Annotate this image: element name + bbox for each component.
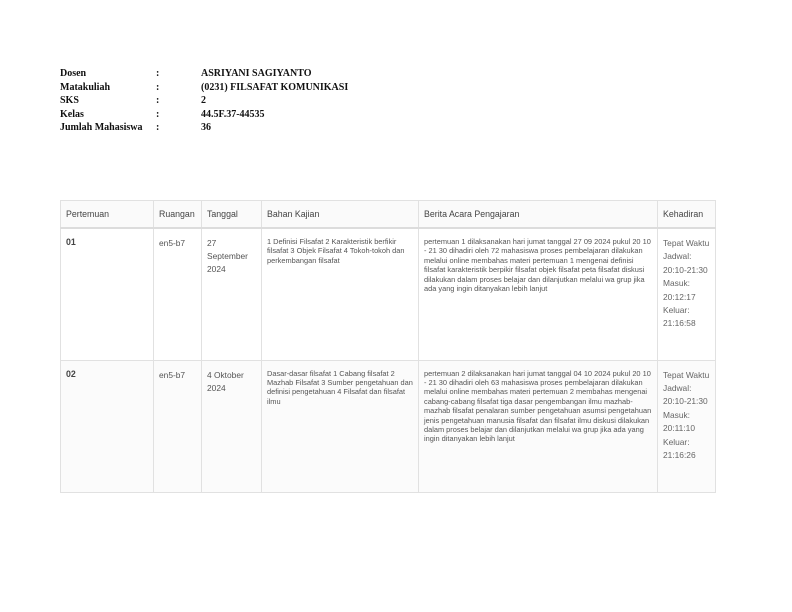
cell-bahan-kajian: 1 Definisi Filsafat 2 Karakteristik berfikir filsafat 3 Objek Filsafat 4 Tokoh-tokoh dan perkembangan filsafat: [262, 228, 419, 360]
cell-berita-acara: pertemuan 1 dilaksanakan hari jumat tanggal 27 09 2024 pukul 20 10 - 21 30 dihadiri oleh 72 mahasiswa proses pembelajaran dilakukan melalui online membahas materi pertemuan 1 mengenai definisi filsafat karakteristik berpikir filsafat objek filsafat peta filsafat diskusi dilakukan dalam proses belajar dan dilanjutkan melalui wa grup jika ada yang ingin ditanyakan lebih lanjut: [419, 228, 658, 360]
cell-kehadiran: [658, 228, 716, 360]
cell-pertemuan: 01: [61, 228, 154, 360]
cell-tanggal: 4 Oktober 2024: [202, 360, 262, 492]
col-header-ruangan: Ruangan: [154, 201, 202, 229]
cell-tanggal: 27 September 2024: [202, 228, 262, 360]
col-header-berita-acara: Berita Acara Pengajaran: [419, 201, 658, 229]
info-value-dosen: ASRIYANI SAGIYANTO: [201, 68, 312, 79]
col-header-kehadiran: Kehadiran: [658, 201, 716, 229]
info-row-sks: [60, 94, 348, 108]
info-colon: :: [156, 68, 160, 79]
col-header-bahan-kajian: Bahan Kajian: [262, 201, 419, 229]
info-value-matakuliah: (0231) FILSAFAT KOMUNIKASI: [201, 81, 349, 93]
table-header-row: [61, 201, 716, 229]
cell-pertemuan: 02: [61, 360, 154, 492]
info-value-jumlah-mahasiswa: 36: [201, 122, 211, 134]
info-row-matakuliah: [60, 81, 348, 95]
info-colon: :: [156, 108, 160, 120]
info-label: Kelas: [60, 108, 84, 120]
info-label: Dosen: [60, 68, 87, 79]
attendance-table: [60, 200, 716, 493]
info-row-kelas: [60, 108, 348, 122]
cell-bahan-kajian: Dasar-dasar filsafat 1 Cabang filsafat 2 Mazhab Filsafat 3 Sumber pengetahuan dan definisi pengetahuan 4 Filsafat dan filsafat ilmu: [262, 360, 419, 492]
cell-berita-acara: pertemuan 2 dilaksanakan hari jumat tanggal 04 10 2024 pukul 20 10 - 21 30 dihadiri oleh 63 mahasiswa proses pembelajaran dilakukan melalui online membahas materi pertemuan 2 membahas mengenai cabang-cabang filsafat tiga dasar pengembangan ilmu mazhab-mazhab filsafat penalaran sumber pengetahuan asumsi pengetahuan jenis pengetahuan manusia filsafat dan filsafat ilmu diskusi dilakukan dalam proses belajar dan dilanjutkan melalui wa grup jika ada yang ingin ditanyakan lebih lanjut: [419, 360, 658, 492]
cell-kehadiran: [658, 360, 716, 492]
info-colon: :: [156, 122, 160, 134]
cell-ruangan: en5-b7: [154, 228, 202, 360]
info-label: Matakuliah: [60, 81, 111, 93]
info-value-sks: 2: [201, 95, 206, 107]
info-row-dosen: [60, 67, 348, 81]
course-info: [60, 67, 348, 135]
kehadiran-text: Tepat Waktu Jadwal: 20:10-21:30 Masuk: 20:12:17 Keluar: 21:16:58: [663, 238, 710, 329]
info-row-jumlah-mahasiswa: [60, 121, 348, 135]
info-colon: :: [156, 81, 160, 93]
col-header-tanggal: Tanggal: [202, 201, 262, 229]
col-header-pertemuan: Pertemuan: [61, 201, 154, 229]
info-colon: :: [156, 95, 160, 107]
cell-ruangan: en5-b7: [154, 360, 202, 492]
info-label: SKS: [60, 95, 79, 107]
table-row: [61, 228, 716, 360]
table-row: [61, 360, 716, 492]
info-value-kelas: 44.5F.37-44535: [201, 108, 265, 120]
kehadiran-text: Tepat Waktu Jadwal: 20:10-21:30 Masuk: 20:11:10 Keluar: 21:16:26: [663, 369, 710, 460]
info-label: Jumlah Mahasiswa: [60, 122, 143, 134]
